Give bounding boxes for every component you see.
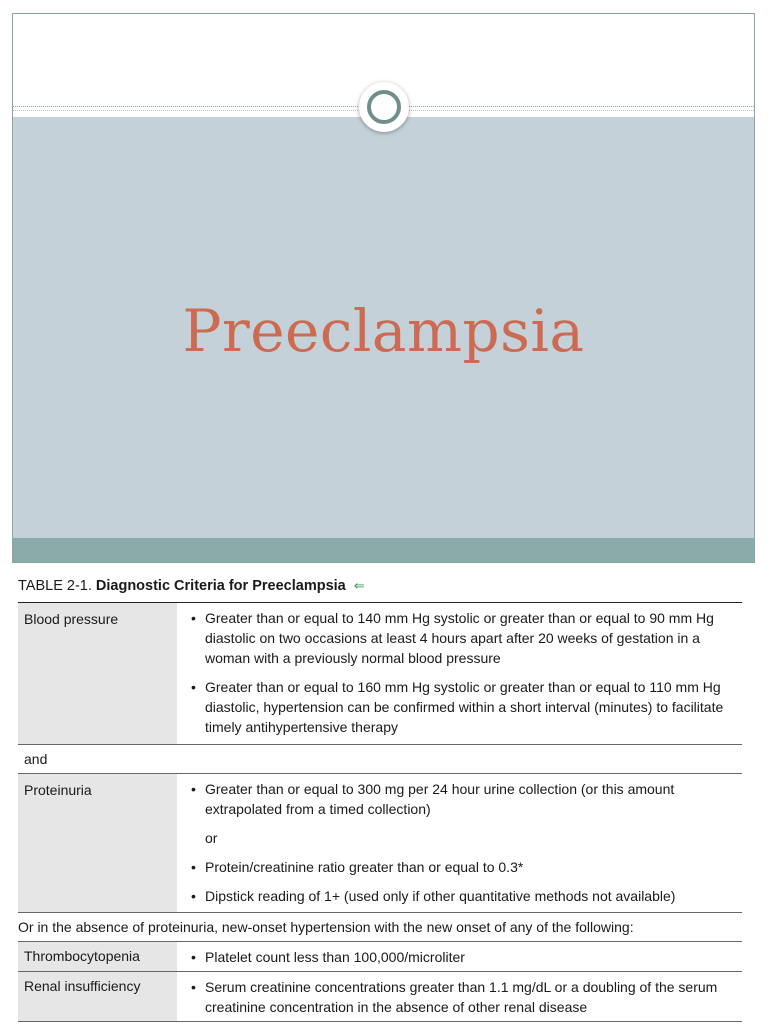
or-connector: or	[205, 830, 218, 846]
row-label-proteinuria: Proteinuria	[18, 774, 177, 912]
slide-title: Preeclampsia	[182, 297, 585, 365]
row-label-blood-pressure: Blood pressure	[18, 603, 177, 744]
table-row-thrombocytopenia	[18, 942, 742, 972]
table-caption	[18, 578, 365, 594]
bullet-item: • Dipstick reading of 1+ (used only if other quantitative methods not available)	[185, 886, 742, 906]
title-slide	[12, 13, 755, 563]
table-title: Diagnostic Criteria for Preeclampsia	[95, 578, 346, 594]
row-content-proteinuria	[177, 774, 742, 912]
table-row-proteinuria	[18, 774, 742, 913]
back-arrow-icon[interactable]: ⇐	[353, 578, 365, 593]
bullet-item: • Greater than or equal to 140 mm Hg systolic or greater than or equal to 90 mm Hg diastolic on two occasions at least 4 hours apart after 20 weeks of gestation in a woman with a previously normal blood pressure	[185, 608, 742, 668]
table-number: TABLE 2-1.	[18, 578, 92, 594]
row-content-renal-insufficiency	[177, 972, 742, 1021]
bullet-item: • Serum creatinine concentrations greater than 1.1 mg/dL or a doubling of the serum creatinine concentration in the absence of other renal disease	[185, 977, 742, 1017]
row-content-blood-pressure	[177, 603, 742, 744]
bullet-item: • Greater than or equal to 160 mm Hg systolic or greater than or equal to 110 mm Hg diastolic, hypertension can be confirmed within a short interval (minutes) to facilitate timely antihypertensive therapy	[185, 677, 742, 737]
bullet-item: • Platelet count less than 100,000/microliter	[185, 947, 742, 967]
slide-footer-band	[13, 538, 754, 563]
ring-ornament-inner	[367, 90, 401, 124]
bullet-item: • Greater than or equal to 300 mg per 24 hour urine collection (or this amount extrapolated from a timed collection)	[185, 779, 742, 819]
absence-note: Or in the absence of proteinuria, new-onset hypertension with the new onset of any of the following:	[18, 913, 742, 942]
table-row-renal-insufficiency	[18, 972, 742, 1022]
row-content-thrombocytopenia	[177, 942, 742, 971]
row-label-renal-insufficiency: Renal insufficiency	[18, 972, 177, 1021]
bullet-item: • Protein/creatinine ratio greater than or equal to 0.3*	[185, 857, 742, 877]
ring-ornament-icon	[359, 82, 409, 132]
connector-and: and	[18, 745, 742, 774]
row-label-thrombocytopenia: Thrombocytopenia	[18, 942, 177, 971]
table-row-blood-pressure	[18, 603, 742, 745]
criteria-table	[18, 602, 742, 1022]
